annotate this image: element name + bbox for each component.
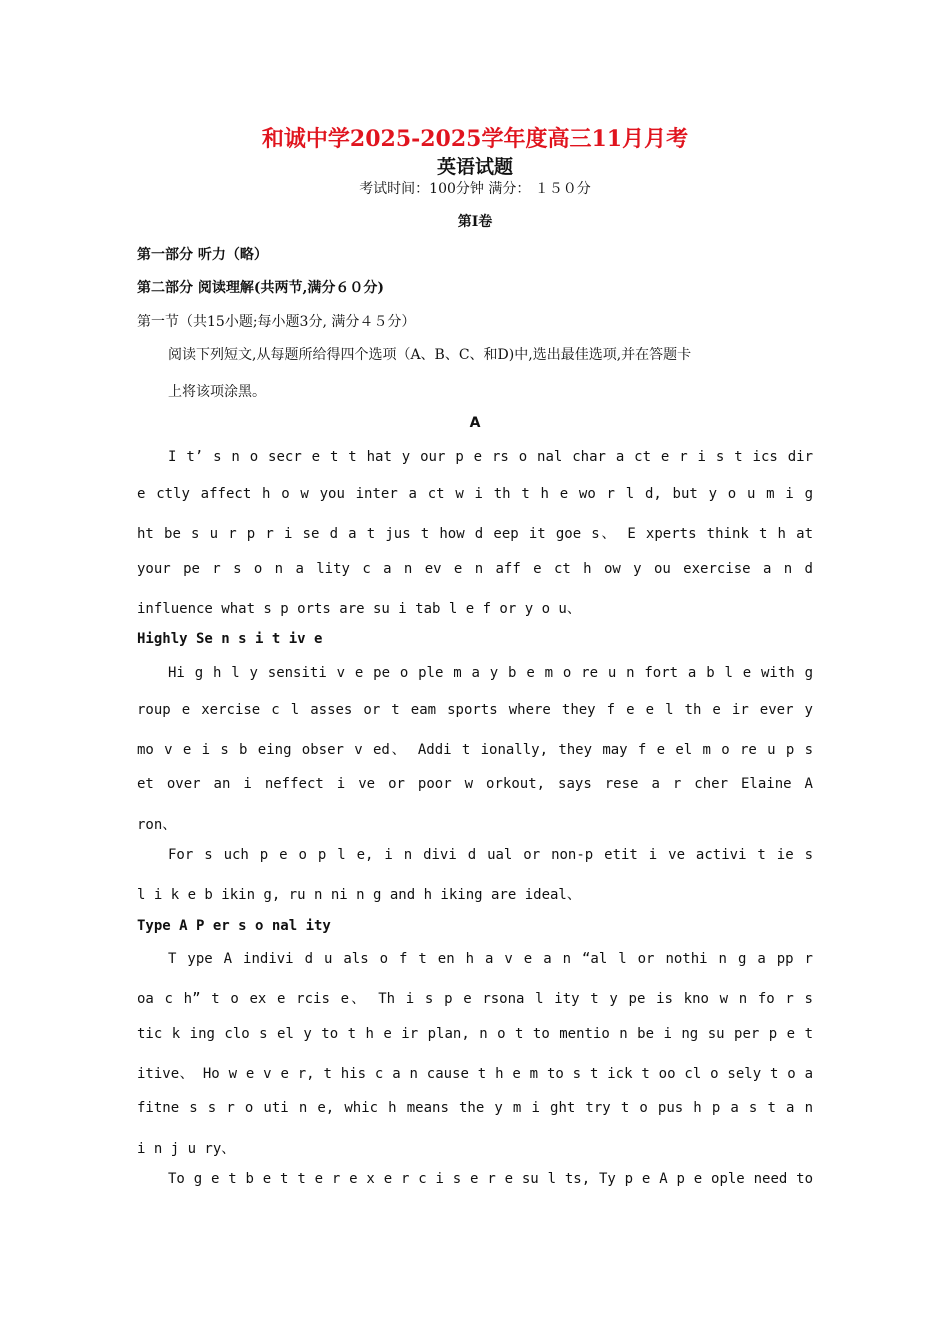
passage-line: Hi g h l y sensiti v e pe o ple m a y b e m o re u n fort a b l e with g [168,665,813,681]
passage-line: roup e xercise c l asses or t eam sports where they f e e l th e ir ever y [137,702,813,718]
passage-line: e ctly affect h o w you inter a ct w i th t h e wo r l d, but y o u m i g [137,486,813,502]
passage-line: itive、 Ho w e v e r, t his c a n cause t h e m to s t ick t oo cl o sely t o a [137,1066,813,1082]
passage-line: T ype A indivi d u als o f t en h a v e a n “al l or nothi n g a pp r [168,951,813,967]
subsection-heading: Type A P er s o nal ity [137,918,331,934]
instruction-line: 上将该项涂黑。 [168,384,266,400]
volume-label: 第Ⅰ卷 [457,214,493,230]
passage-line: To g e t b e t t e r e x e r c i s e r e su l ts, Ty p e A p e ople need to [168,1171,813,1187]
passage-line: ron、 [137,817,177,833]
passage-line: I t’ s n o secr e t t hat y our p e rs o nal char a ct e r i s t ics dir [168,449,813,465]
passage-line: oa c h” t o ex e rcis e、 Th i s p e rsona l ity t y pe is kno w n fo r s [137,991,813,1007]
passage-line: et over an i neffect i ve or poor w orkout, says rese a r cher Elaine A [137,776,813,792]
subsection-heading: Highly Se n s i t iv e [137,631,323,647]
section-one-heading: 第一节（共15小题;每小题3分, 满分４５分） [137,314,416,330]
passage-line: your pe r s o n a lity c a n ev e n aff e ct h ow y ou exercise a n d [137,561,813,577]
passage-line: mo v e i s b eing obser v ed、 Addi t ionally, they may f e el m o re u p s [137,742,813,758]
passage-line: i n j u ry、 [137,1141,236,1157]
passage-line: fitne s s r o uti n e, whic h means the y m i ght try t o pus h p a s t a n [137,1100,813,1116]
passage-line: l i k e b ikin g, ru n ni n g and h iking are ideal、 [137,887,581,903]
exam-title: 和诚中学2025-2025学年度高三11月月考 [261,126,689,152]
part-two-heading: 第二部分 阅读理解(共两节,满分６０分) [137,280,384,296]
passage-line: tic k ing clo s el y to t h e ir plan, n o t to mentio n be i ng su per p e t [137,1026,813,1042]
exam-meta: 考试时间：100分钟 满分： １５０分 [359,181,591,197]
exam-subtitle: 英语试题 [436,156,513,178]
part-one-heading: 第一部分 听力（略） [137,247,268,263]
passage-line: ht be s u r p r i se d a t jus t how d eep it goe s、 E xperts think t h at [137,526,813,542]
passage-line: For s uch p e o p l e, i n divi d ual or non-p etit i ve activi t ie s [168,847,813,863]
instruction-line: 阅读下列短文,从每题所给得四个选项（A、B、C、和D)中,选出最佳选项,并在答题卡 [168,347,692,363]
passage-line: influence what s p orts are su i tab l e f or y o u、 [137,601,581,617]
passage-label: A [469,415,481,431]
